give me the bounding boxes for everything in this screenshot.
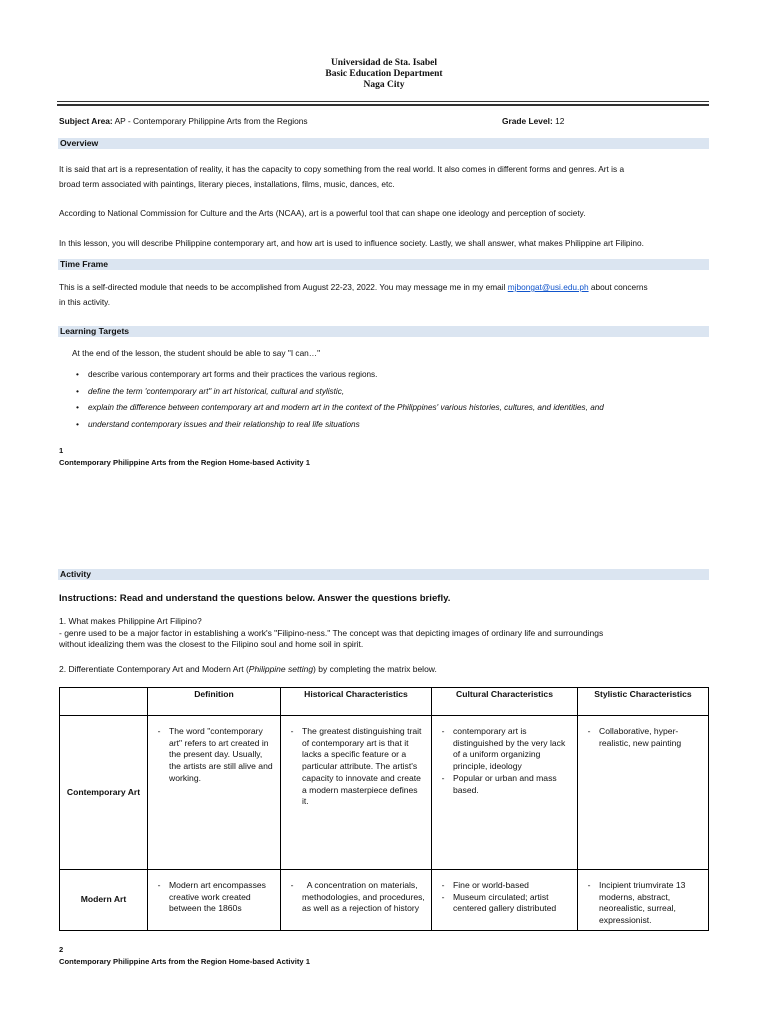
question-2-text-start: 2. Differentiate Contemporary Art and Modern Art ( [59, 664, 249, 674]
answer-1-line-2: without idealizing them was the closest to the Filipino soul and home soil in spirit. [59, 639, 364, 649]
matrix-cell-stylistic [578, 870, 709, 931]
department-name: Basic Education Department [325, 69, 443, 79]
dash-marker: - [441, 772, 445, 783]
grade-level-label: Grade Level: [502, 116, 553, 126]
question-2-text-italic: Philippine setting [248, 664, 314, 674]
dash-marker: - [441, 891, 445, 902]
overview-paragraph-1-line-1: It is said that art is a representation of reality, it has the capacity to copy something from the real world. It also comes in different forms and genres. Art is a [59, 164, 625, 174]
matrix-cell-definition [148, 716, 281, 870]
cell-list-item [433, 773, 572, 796]
answer-1-line-1: - genre used to be a major factor in establishing a work's "Filipino-ness." The concept was that depicting images of ordinary life and surroundings [59, 627, 604, 638]
matrix-cell-definition [148, 870, 281, 931]
matrix-corner-cell [60, 688, 148, 716]
comparison-matrix [59, 687, 709, 931]
overview-paragraph-1-line-2: broad term associated with paintings, literary pieces, installations, films, music, dances, etc. [59, 179, 395, 189]
dash-marker: - [441, 726, 445, 736]
page-1-footer [59, 445, 709, 469]
cell-text: The greatest distinguishing trait of contemporary art is that it lacks a specific feature or a particular attribute. The artist's capacity to innovate and create a modern masterpiece defines it. [302, 726, 422, 807]
footer-title: Contemporary Philippine Arts from the Region Home-based Activity 1 [59, 458, 310, 467]
learning-target-item: • describe various contemporary art forms and their practices the various regions. [70, 367, 710, 384]
time-frame-line-2: in this activity. [59, 297, 111, 307]
question-1 [59, 616, 709, 651]
matrix-row-label: Contemporary Art [60, 716, 148, 870]
time-frame-text-start: This is a self-directed module that needs to be accomplished from August 22-23, 2022. You may message me in my email [59, 282, 508, 292]
learning-target-item: • explain the difference between contemporary art and modern art in the context of the Philippines' various histories, cultures, and identities, and [70, 400, 710, 417]
matrix-header-definition: Definition [148, 688, 281, 716]
learning-target-item-text: understand contemporary issues and their relationship to real life situations [88, 419, 360, 429]
page-number: 2 [59, 945, 64, 954]
matrix-cell-cultural [432, 870, 578, 931]
activity-heading: Activity [58, 569, 709, 580]
cell-text: Fine or world-based [453, 880, 529, 890]
cell-text: Incipient triumvirate 13 moderns, abstract, neorealistic, surreal, expressionist. [599, 880, 686, 926]
dash-marker: - [441, 880, 445, 890]
time-frame-line-1 [59, 280, 709, 295]
time-frame-text [59, 280, 709, 310]
cell-text: The word "contemporary art" refers to art created in the present day. Usually, the artists are still alive and working. [169, 726, 273, 783]
overview-paragraph-2: According to National Commission for Culture and the Arts (NCAA), art is a powerful tool that can shape one ideology and perception of society. [59, 208, 586, 218]
grade-level [502, 114, 564, 129]
learning-targets-heading: Learning Targets [58, 326, 709, 337]
dash-marker: - [290, 726, 294, 736]
grade-level-value: 12 [555, 116, 565, 126]
email-link[interactable]: mjbongat@usi.edu.ph [507, 282, 589, 292]
matrix-cell-stylistic [578, 716, 709, 870]
learning-targets-list [70, 367, 710, 433]
cell-list [433, 871, 576, 915]
question-2-text-end: ) by completing the matrix below. [313, 664, 437, 674]
matrix-header-stylistic: Stylistic Characteristics [578, 688, 709, 716]
cell-text: Popular or urban and mass based. [453, 772, 557, 795]
dash-marker: - [587, 880, 591, 890]
page-number: 1 [59, 446, 64, 455]
cell-list-item [433, 880, 572, 892]
page-2-footer [59, 944, 709, 968]
matrix-row-label: Modern Art [60, 870, 148, 931]
dash-marker: - [290, 880, 294, 890]
matrix-cell-historical [281, 716, 432, 870]
header-rule-bottom [57, 104, 709, 106]
footer-title: Contemporary Philippine Arts from the Region Home-based Activity 1 [59, 957, 310, 966]
cell-text: Museum circulated; artist centered gallery distributed [453, 891, 557, 914]
question-1-text: 1. What makes Philippine Art Filipino? [59, 616, 202, 626]
subject-area-value: AP - Contemporary Philippine Arts from the Regions [114, 116, 308, 126]
cell-text: contemporary art is distinguished by the very lack of a uniform organizing principle, ideology [453, 726, 566, 772]
header-rule-top [57, 101, 709, 102]
matrix-cell-historical [281, 870, 432, 931]
time-frame-text-end: about concerns [588, 282, 648, 292]
subject-area-label: Subject Area: [59, 116, 113, 126]
cell-text: Collaborative, hyper-realistic, new painting [599, 726, 682, 748]
learning-target-item [70, 417, 710, 434]
matrix-header-cultural: Cultural Characteristics [432, 688, 578, 716]
overview-heading: Overview [58, 138, 709, 149]
cell-list-item [433, 892, 572, 915]
matrix-row-contemporary [60, 716, 709, 870]
cell-text: Modern art encompasses creative work created between the 1860s [169, 880, 266, 914]
question-2 [59, 664, 437, 676]
document-header [0, 58, 768, 91]
overview-paragraph-3: In this lesson, you will describe Philippine contemporary art, and how art is used to influence society. Lastly, we shall answer, what makes Philippine art Filipino. [59, 238, 644, 248]
time-frame-heading: Time Frame [58, 259, 709, 270]
cell-list-item [433, 726, 572, 773]
school-name: Universidad de Sta. Isabel [330, 58, 438, 68]
subject-area [59, 114, 308, 129]
activity-instructions: Instructions: Read and understand the questions below. Answer the questions briefly. [59, 593, 451, 604]
matrix-header-row [60, 688, 709, 716]
matrix-header-historical: Historical Characteristics [281, 688, 432, 716]
dash-marker: - [587, 726, 591, 736]
dash-marker: - [157, 880, 161, 890]
overview-paragraph-1 [59, 162, 709, 192]
city-name: Naga City [363, 80, 405, 90]
cell-text: A concentration on materials, methodologies, and procedures, as well as a rejection of history [302, 880, 428, 914]
learning-targets-intro: At the end of the lesson, the student should be able to say "I can…" [72, 348, 321, 358]
cell-list [433, 717, 576, 796]
learning-target-item: • define the term 'contemporary art" in art historical, cultural and stylistic, [70, 384, 710, 401]
dash-marker: - [157, 726, 161, 736]
matrix-cell-cultural [432, 716, 578, 870]
matrix-row-modern [60, 870, 709, 931]
